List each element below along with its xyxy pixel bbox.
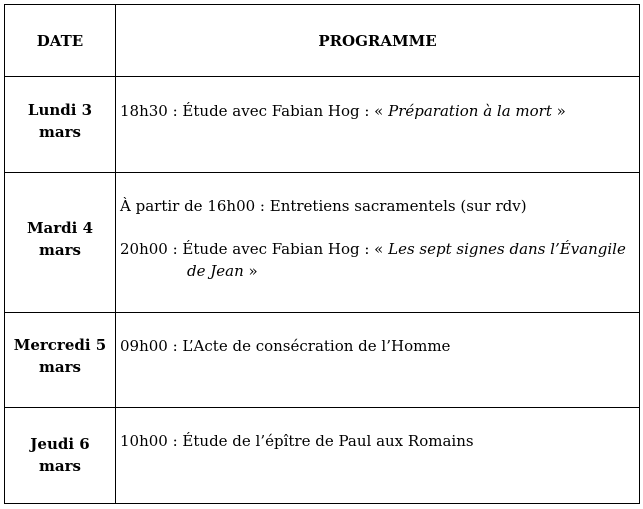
entry-text: À partir de 16h00 : Entretiens sacramentels (sur rdv) xyxy=(120,197,527,215)
programme-cell xyxy=(116,77,640,173)
date-cell xyxy=(5,173,116,313)
header-date: DATE xyxy=(5,5,116,77)
date-month: mars xyxy=(39,357,81,376)
date-month: mars xyxy=(39,456,81,475)
date-cell xyxy=(5,313,116,408)
entry-suffix: » xyxy=(551,102,566,120)
table-row xyxy=(5,313,640,408)
header-row xyxy=(5,5,640,77)
header-programme: PROGRAMME xyxy=(116,5,640,77)
date-day: Mardi 4 xyxy=(26,218,94,237)
programme-entry xyxy=(120,100,639,122)
entry-text: 18h30 : Étude avec Fabian Hog : « xyxy=(120,102,389,120)
table-row xyxy=(5,173,640,313)
entry-text: 20h00 : Étude avec Fabian Hog : « xyxy=(120,240,389,258)
programme-entry xyxy=(120,335,639,357)
programme-cell xyxy=(116,408,640,504)
date-day: Mercredi 5 xyxy=(13,335,107,354)
table-row xyxy=(5,408,640,504)
date-month: mars xyxy=(39,122,81,141)
programme-entry xyxy=(120,430,639,452)
entry-title: Les sept signes dans l’Évangile de Jean xyxy=(187,240,626,280)
date-cell xyxy=(5,77,116,173)
date-day: Jeudi 6 xyxy=(30,434,90,453)
entry-suffix: » xyxy=(243,262,258,280)
programme-entry xyxy=(120,238,639,282)
programme-cell xyxy=(116,313,640,408)
programme-entry xyxy=(120,195,639,217)
date-cell xyxy=(5,408,116,504)
date-day: Lundi 3 xyxy=(27,100,93,119)
entry-title: Préparation à la mort xyxy=(388,102,552,120)
schedule-table xyxy=(4,4,640,504)
programme-cell xyxy=(116,173,640,313)
entry-text: 10h00 : Étude de l’épître de Paul aux Romains xyxy=(120,432,474,450)
table-row xyxy=(5,77,640,173)
entry-text: 09h00 : L’Acte de consécration de l’Homme xyxy=(120,337,451,355)
date-month: mars xyxy=(39,240,81,259)
